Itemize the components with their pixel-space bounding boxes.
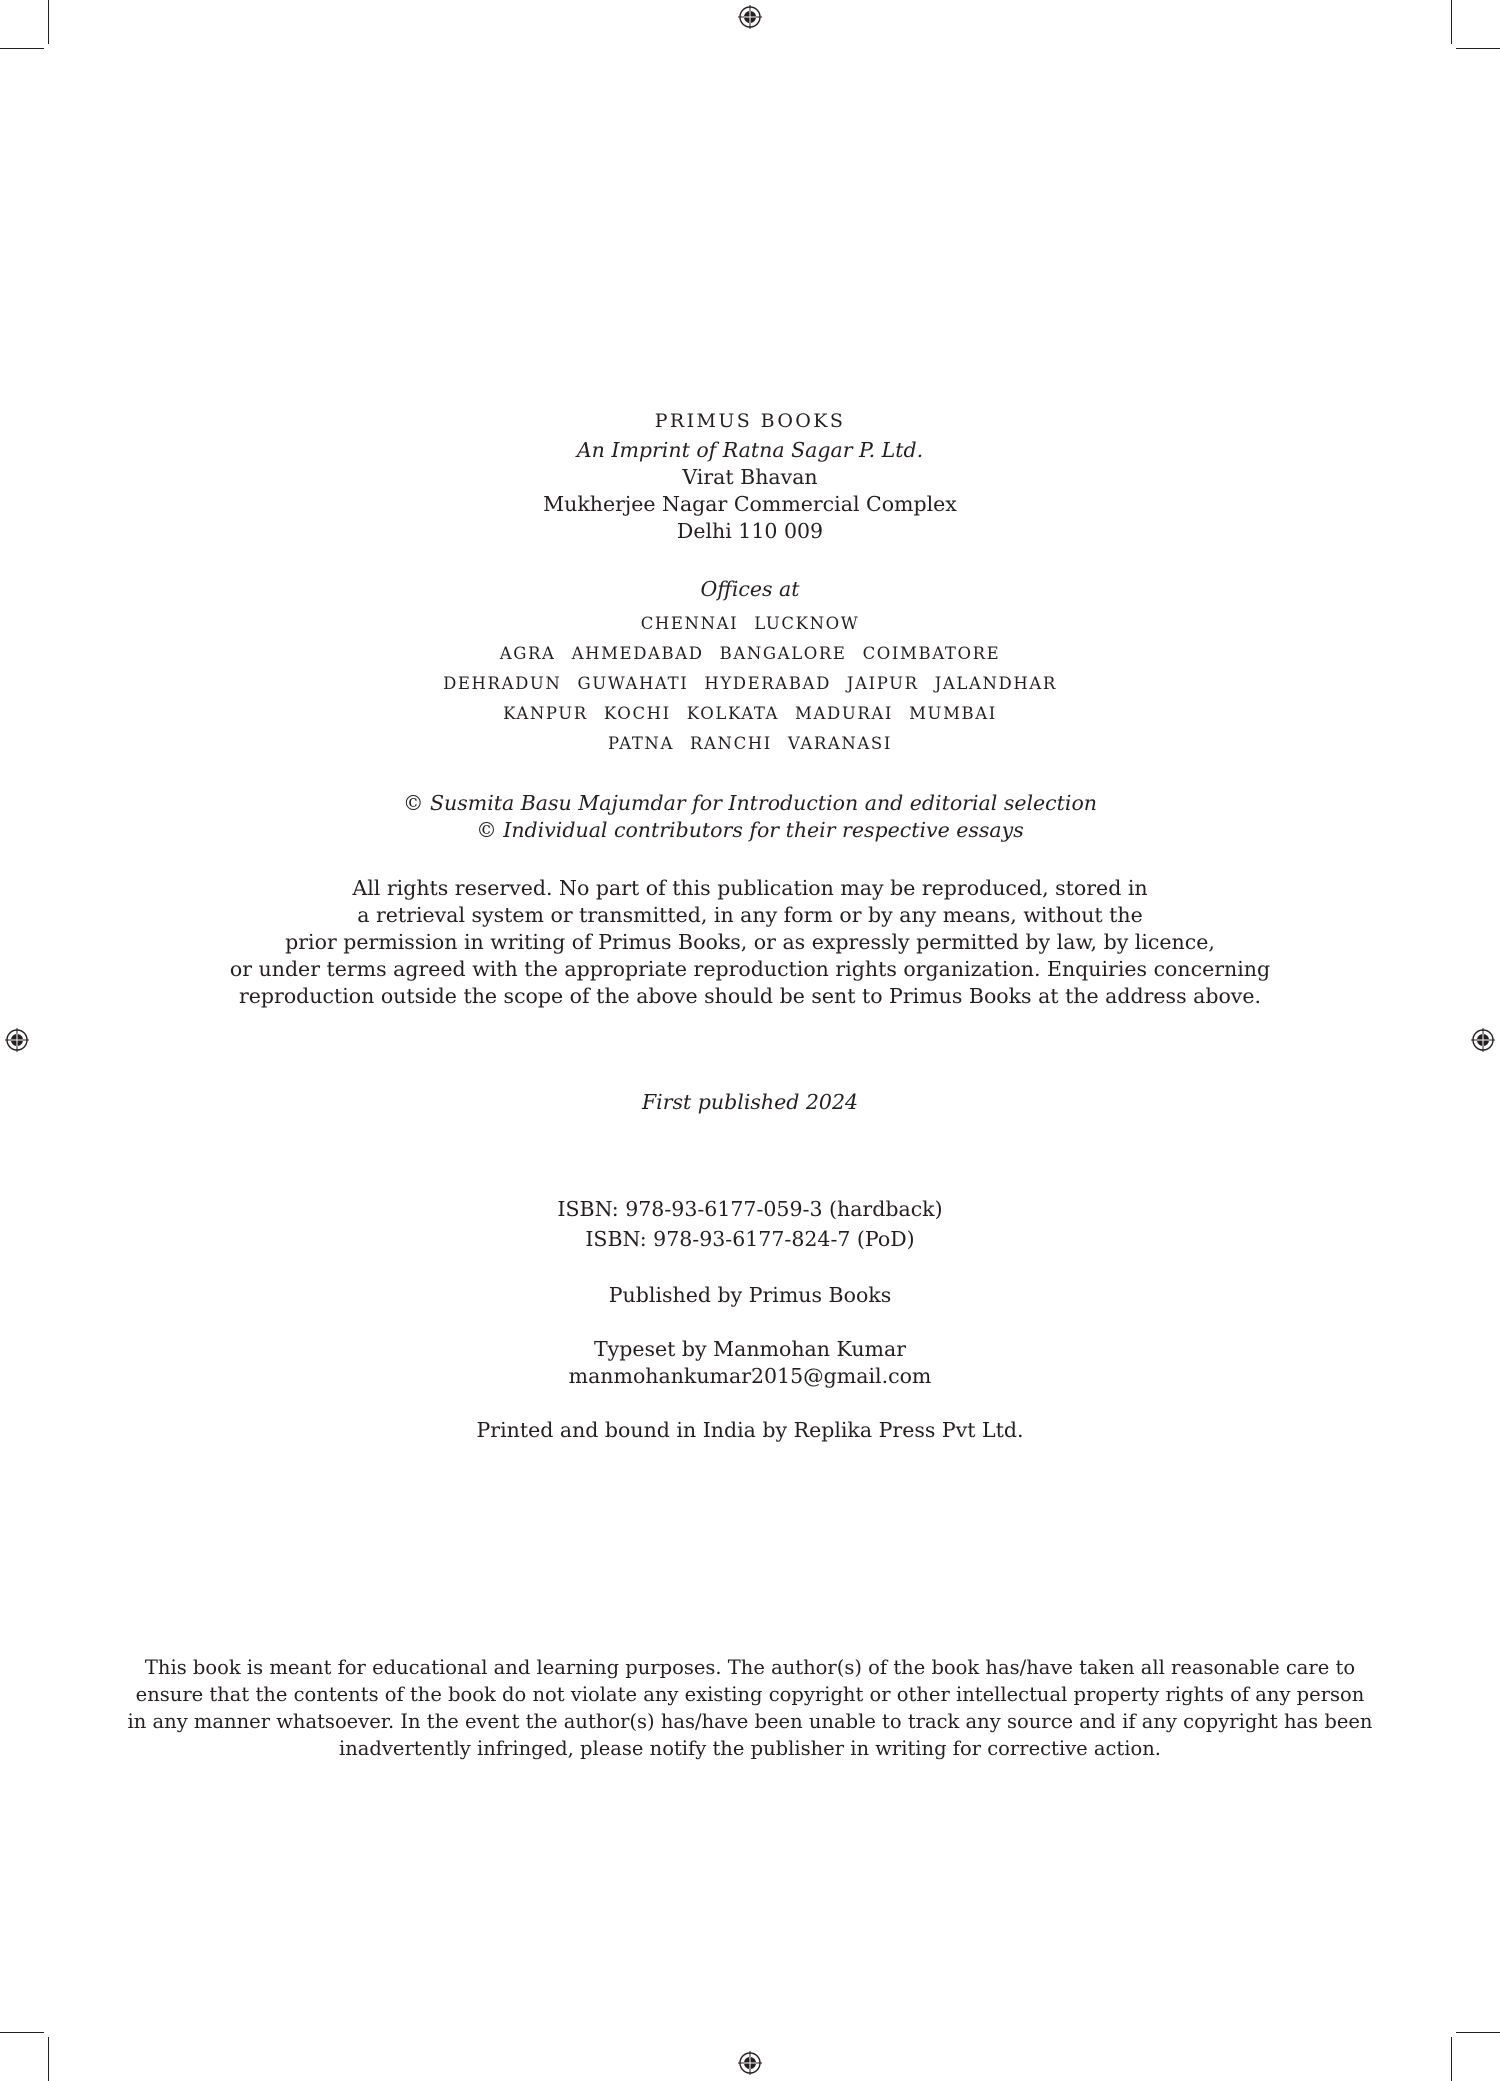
published-by bbox=[0, 1282, 1500, 1309]
copyright-line: © Susmita Basu Majumdar for Introduction and editorial selection bbox=[402, 791, 1097, 815]
offices-block bbox=[0, 576, 1500, 759]
rights-line: or under terms agreed with the appropriate reproduction rights organization. Enquiries concerning bbox=[229, 957, 1271, 981]
crop-mark-bottom-left bbox=[48, 2037, 49, 2081]
crop-mark-bottom-left-h bbox=[0, 2032, 44, 2033]
crop-mark-top-left-h bbox=[0, 48, 44, 49]
first-published-text: First published 2024 bbox=[641, 1090, 859, 1114]
disclaimer-line: This book is meant for educational and learning purposes. The author(s) of the book has/have taken all reasonable care to bbox=[144, 1656, 1356, 1679]
offices-row bbox=[0, 609, 1500, 639]
office-city: VARANASI bbox=[787, 734, 892, 753]
office-city: CHENNAI bbox=[640, 614, 739, 633]
office-city: JAIPUR bbox=[846, 674, 919, 693]
office-city: KANPUR bbox=[503, 704, 588, 723]
rights-line: reproduction outside the scope of the above should be sent to Primus Books at the address above. bbox=[238, 984, 1262, 1008]
offices-list bbox=[0, 609, 1500, 759]
publisher-name: PRIMUS BOOKS bbox=[654, 410, 846, 432]
isbn-block bbox=[0, 1196, 1500, 1253]
disclaimer-block bbox=[0, 1654, 1500, 1762]
office-city: DEHRADUN bbox=[443, 674, 562, 693]
rights-line: All rights reserved. No part of this publication may be reproduced, stored in bbox=[352, 876, 1148, 900]
offices-heading: Offices at bbox=[700, 577, 800, 601]
office-city: RANCHI bbox=[690, 734, 772, 753]
disclaimer-line: in any manner whatsoever. In the event the author(s) has/have been unable to track any source and if any copyright has been bbox=[127, 1710, 1373, 1733]
office-city: MADURAI bbox=[795, 704, 894, 723]
copyright-line: © Individual contributors for their respective essays bbox=[476, 818, 1024, 842]
registration-mark-top-icon bbox=[738, 5, 762, 29]
office-city: COIMBATORE bbox=[862, 644, 1001, 663]
offices-row bbox=[0, 639, 1500, 669]
offices-row bbox=[0, 729, 1500, 759]
office-city: GUWAHATI bbox=[577, 674, 689, 693]
crop-mark-top-right bbox=[1451, 0, 1452, 44]
address-line: Virat Bhavan bbox=[682, 465, 818, 489]
crop-mark-top-right-h bbox=[1456, 48, 1500, 49]
office-city: MUMBAI bbox=[909, 704, 997, 723]
office-city: JALANDHAR bbox=[934, 674, 1057, 693]
office-city: HYDERABAD bbox=[704, 674, 831, 693]
copyright-block bbox=[0, 790, 1500, 844]
office-city: BANGALORE bbox=[719, 644, 847, 663]
typeset-block bbox=[0, 1336, 1500, 1390]
offices-row bbox=[0, 669, 1500, 699]
registration-mark-right-icon bbox=[1471, 1028, 1495, 1052]
office-city: KOLKATA bbox=[686, 704, 780, 723]
disclaimer-line: inadvertently infringed, please notify the publisher in writing for corrective action. bbox=[339, 1737, 1161, 1760]
published-by-text: Published by Primus Books bbox=[608, 1283, 892, 1307]
rights-line: prior permission in writing of Primus Books, or as expressly permitted by law, by licence, bbox=[285, 930, 1215, 954]
registration-mark-bottom-icon bbox=[738, 2051, 762, 2075]
office-city: KOCHI bbox=[603, 704, 671, 723]
publisher-imprint: An Imprint of Ratna Sagar P. Ltd. bbox=[576, 438, 924, 462]
crop-mark-top-left bbox=[48, 0, 49, 44]
crop-mark-bottom-right-h bbox=[1456, 2032, 1500, 2033]
office-city: AHMEDABAD bbox=[571, 644, 704, 663]
isbn-line: ISBN: 978-93-6177-824-7 (PoD) bbox=[585, 1227, 915, 1251]
first-published bbox=[0, 1089, 1500, 1116]
isbn-line: ISBN: 978-93-6177-059-3 (hardback) bbox=[557, 1197, 943, 1221]
address-line: Mukherjee Nagar Commercial Complex bbox=[543, 492, 957, 516]
disclaimer-line: ensure that the contents of the book do not violate any existing copyright or other intellectual property rights of any person bbox=[135, 1683, 1365, 1706]
offices-row bbox=[0, 699, 1500, 729]
rights-line: a retrieval system or transmitted, in any form or by any means, without the bbox=[357, 903, 1143, 927]
publisher-block bbox=[0, 408, 1500, 545]
printed-block bbox=[0, 1417, 1500, 1444]
rights-block bbox=[0, 875, 1500, 1010]
crop-mark-bottom-right bbox=[1451, 2037, 1452, 2081]
registration-mark-left-icon bbox=[5, 1028, 29, 1052]
printed-text: Printed and bound in India by Replika Press Pvt Ltd. bbox=[476, 1418, 1024, 1442]
office-city: LUCKNOW bbox=[754, 614, 860, 633]
typeset-email: manmohankumar2015@gmail.com bbox=[568, 1364, 932, 1388]
office-city: PATNA bbox=[608, 734, 674, 753]
address-line: Delhi 110 009 bbox=[676, 519, 824, 543]
typeset-line: Typeset by Manmohan Kumar bbox=[593, 1337, 906, 1361]
office-city: AGRA bbox=[499, 644, 556, 663]
